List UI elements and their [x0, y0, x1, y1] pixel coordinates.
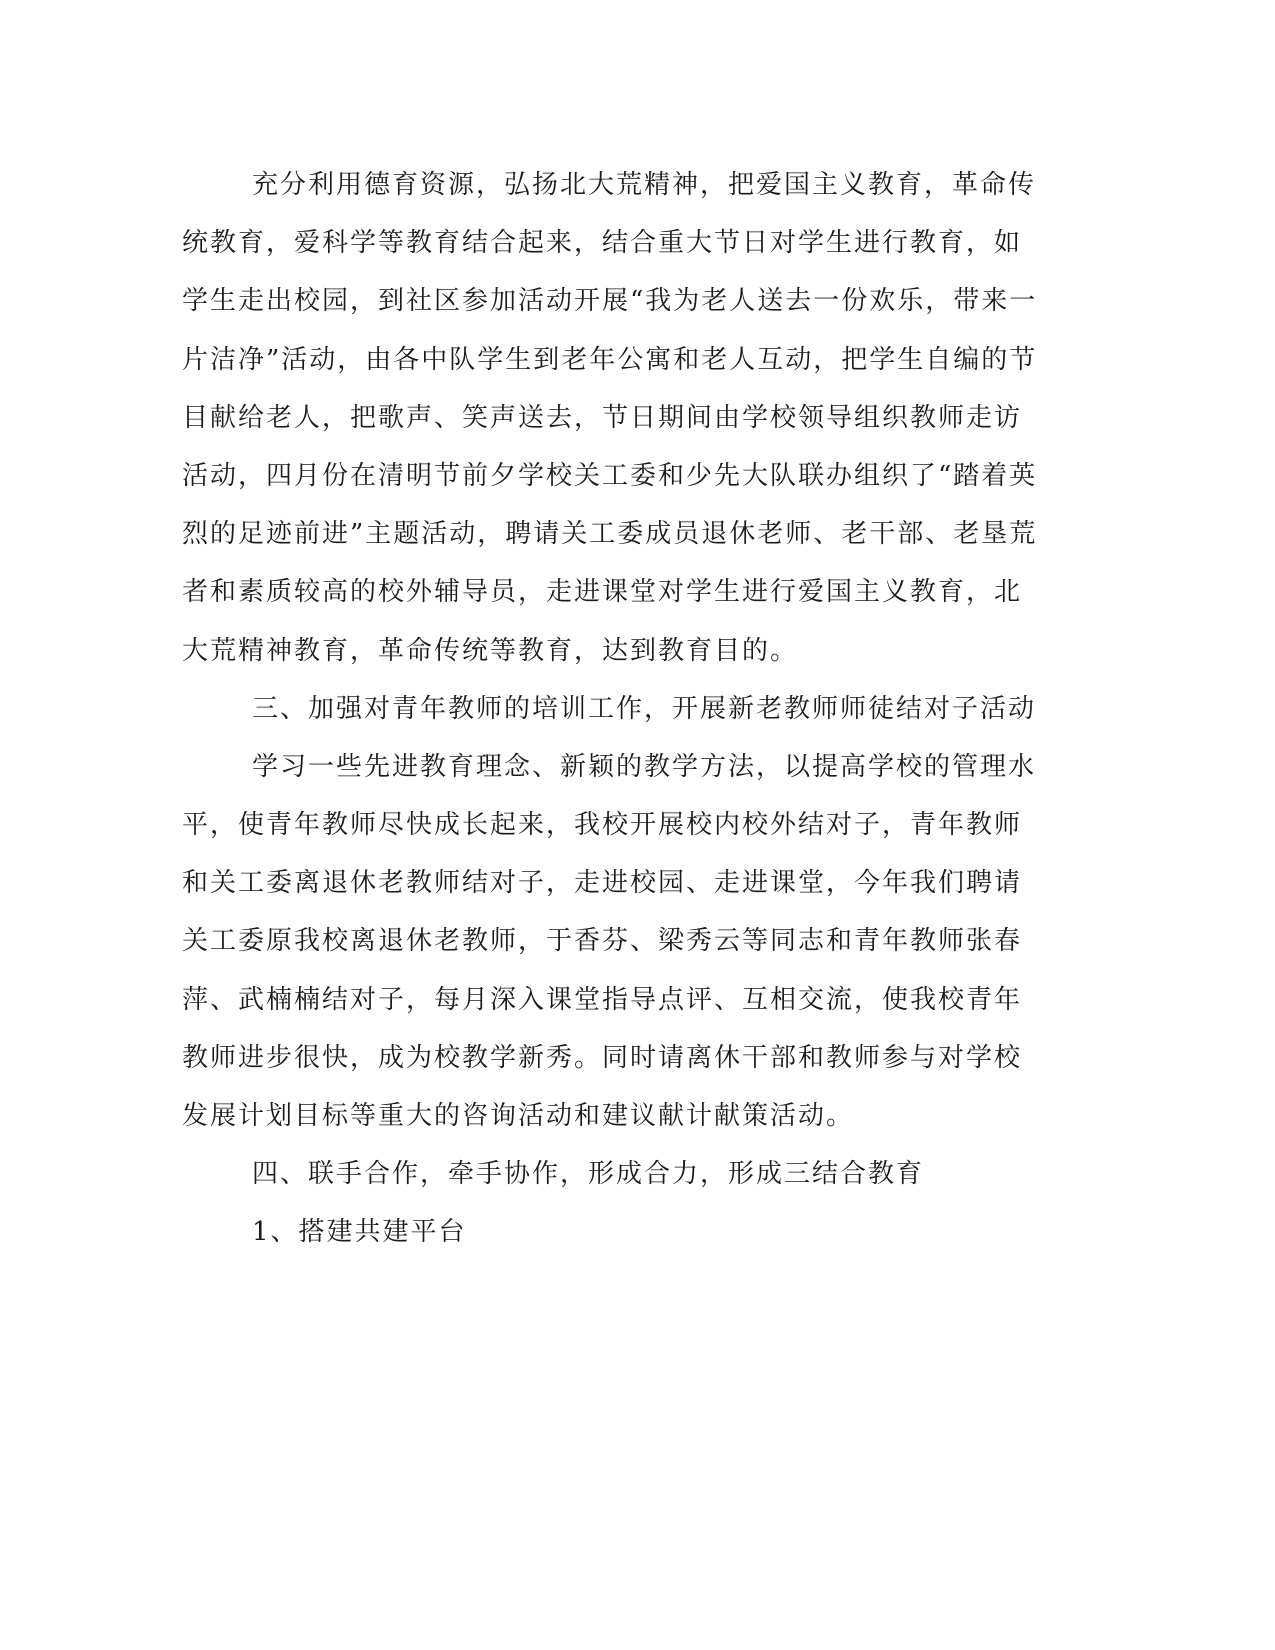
text-line: 活动，四月份在清明节前夕学校关工委和少先大队联办组织了“踏着英: [182, 460, 1038, 491]
text-line: 萍、武楠楠结对子，每月深入课堂指导点评、互相交流，使我校青年: [182, 984, 1023, 1015]
text-line: 学生走出校园，到社区参加活动开展“我为老人送去一份欢乐，带来一: [182, 286, 1038, 317]
text-line: 烈的足迹前进”主题活动，聘请关工委成员退休老师、老干部、老垦荒: [182, 519, 1038, 550]
text-line: 三、加强对青年教师的培训工作，开展新老教师师徒结对子活动: [252, 693, 1037, 724]
text-line: 目献给老人，把歌声、笑声送去，节日期间由学校领导组织教师走访: [182, 402, 1023, 433]
text-line: 关工委原我校离退休老教师，于香芬、梁秀云等同志和青年教师张春: [182, 926, 1023, 957]
text-line: 学习一些先进教育理念、新颖的教学方法，以提高学校的管理水: [252, 751, 1037, 782]
text-line: 统教育，爱科学等教育结合起来，结合重大节日对学生进行教育，如: [182, 228, 1023, 259]
text-line: 1、搭建共建平台: [252, 1217, 467, 1248]
text-line: 发展计划目标等重大的咨询活动和建议献计献策活动。: [182, 1101, 855, 1131]
document-body: [182, 156, 1038, 1262]
text-line: 教师进步很快，成为校教学新秀。同时请离休干部和教师参与对学校: [182, 1042, 1023, 1073]
text-line: 四、联手合作，牵手协作，形成合力，形成三结合教育: [252, 1159, 925, 1190]
text-line: 大荒精神教育，革命传统等教育，达到教育目的。: [182, 635, 799, 666]
text-line: 片洁净”活动，由各中队学生到老年公寓和老人互动，把学生自编的节: [182, 344, 1038, 375]
text-line: 平，使青年教师尽快成长起来，我校开展校内校外结对子，青年教师: [182, 810, 1023, 841]
text-line: 和关工委离退休老教师结对子，走进校园、走进课堂，今年我们聘请: [182, 868, 1023, 899]
text-line: 充分利用德育资源，弘扬北大荒精神，把爱国主义教育，革命传: [252, 170, 1037, 200]
text-line: 者和素质较高的校外辅导员，走进课堂对学生进行爱国主义教育，北: [182, 577, 1023, 608]
